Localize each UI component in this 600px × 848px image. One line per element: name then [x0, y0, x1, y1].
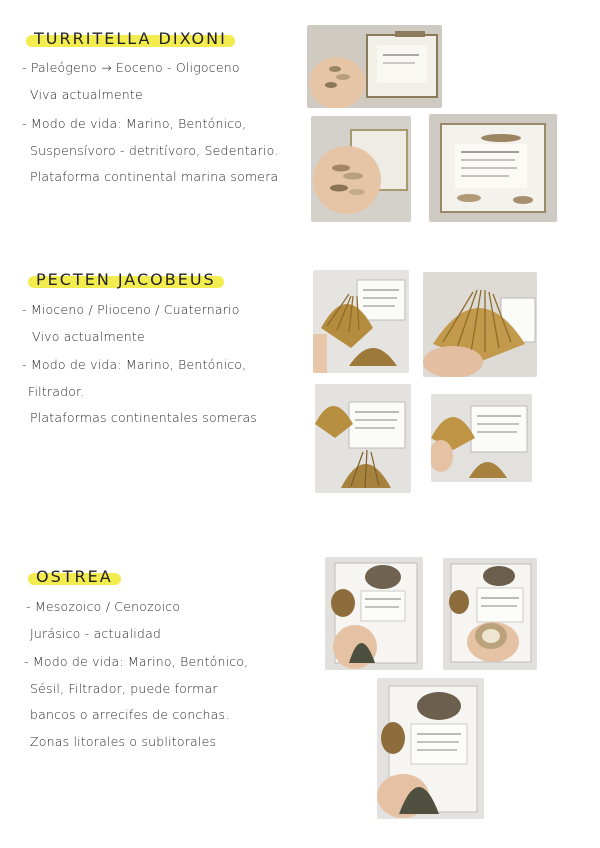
turritella-mode: - Modo de vida: Marino, Bentónico, [22, 116, 247, 131]
pecten-mode: - Modo de vida: Marino, Bentónico, [22, 357, 247, 372]
photo-ostrea-box-hand [325, 557, 423, 670]
photo-pecten-box-two-shells [315, 384, 411, 493]
ostrea-feeding: Sésil, Filtrador, puede formar [30, 681, 218, 696]
ostrea-reefs: bancos o arrecifes de conchas. [30, 707, 230, 722]
turritella-habitat: Plataforma continental marina somera [30, 169, 279, 184]
ostrea-habitat: Zonas litorales o sublitorales [30, 734, 217, 749]
turritella-age: - Paleógeno → Eoceno - Oligoceno [22, 60, 240, 75]
section-title-ostrea: OSTREA [28, 569, 121, 585]
pecten-age: - Mioceno / Plioceno / Cuaternario [22, 302, 240, 317]
section-title-pecten: PECTEN JACOBEUS [28, 272, 224, 288]
photo-turritella-box-label [429, 114, 557, 222]
section-title-turritella: TURRITELLA DIXONI [26, 31, 235, 47]
photo-ostrea-box-large [377, 678, 484, 819]
turritella-feeding: Suspensívoro - detritívoro, Sedentario. [30, 143, 279, 158]
photo-turritella-hand-with-box [307, 25, 442, 108]
pecten-feeding: Filtrador. [28, 384, 85, 399]
pecten-habitat: Plataformas continentales someras [30, 410, 258, 425]
photo-ostrea-hand-open [443, 558, 537, 670]
pecten-living: Vivo actualmente [32, 329, 145, 344]
photo-pecten-box-top [313, 270, 409, 373]
photo-pecten-hand-shell [423, 272, 537, 377]
ostrea-mode: - Modo de vida: Marino, Bentónico, [24, 654, 249, 669]
photo-turritella-hand-close [311, 116, 411, 222]
turritella-living: Viva actualmente [30, 87, 143, 102]
ostrea-range: Jurásico - actualidad [30, 626, 162, 641]
ostrea-age: - Mesozoico / Cenozoico [26, 599, 181, 614]
photo-pecten-hand-box [431, 394, 532, 482]
